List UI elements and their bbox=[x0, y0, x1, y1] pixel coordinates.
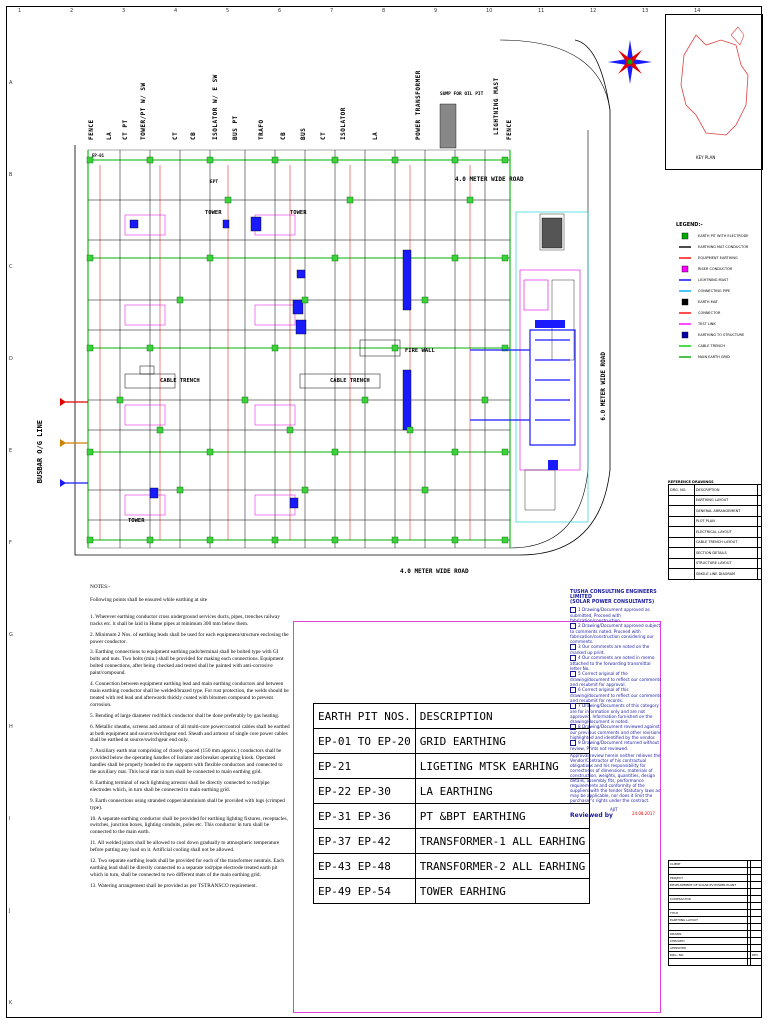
title-block-cell bbox=[751, 938, 762, 945]
grid-tick-top: 7 bbox=[330, 8, 334, 14]
note-item: 4. Connection between equipment earthing lead and main earthing conductors and between main earthing conductor shall be welded/brazed type. For rust protection, the welds should be treated with red lead and afterwards thickly coated with bitumen compound to prevent corrosion. bbox=[90, 681, 289, 708]
cable-trench-label-1: CABLE TRENCH bbox=[160, 378, 200, 384]
reference-cell: DRG. NO. bbox=[669, 485, 695, 496]
legend-item-label: CABLE TRENCH bbox=[698, 343, 725, 348]
earth-pit-marker bbox=[147, 157, 153, 163]
title-block-cell bbox=[751, 959, 762, 966]
earth-pit-marker bbox=[422, 487, 428, 493]
legend-item bbox=[676, 340, 762, 351]
north-arrow-icon bbox=[608, 40, 652, 84]
grid-tick-top: 14 bbox=[694, 8, 701, 14]
earth-pit-marker bbox=[502, 255, 508, 261]
stamp-option-text: 4 Our comments are noted in memo attached to the forwarding transmittal letter No. bbox=[570, 655, 655, 671]
reference-cell bbox=[669, 516, 695, 527]
earth-pit-description: TOWER EARHING bbox=[415, 879, 590, 904]
legend-symbol-icon bbox=[676, 276, 694, 284]
title-block-row bbox=[669, 959, 762, 966]
table-row bbox=[314, 779, 590, 804]
reference-cell: PLOT PLAN bbox=[694, 516, 757, 527]
earth-pit-marker bbox=[502, 537, 508, 543]
grid-tick-side: E bbox=[9, 448, 13, 454]
title-block-cell bbox=[751, 924, 762, 931]
table-header-description: DESCRIPTION bbox=[415, 704, 590, 729]
reference-cell bbox=[669, 569, 695, 580]
road-right-label: 6.0 METER WIDE ROAD bbox=[600, 352, 607, 421]
grid-tick-side: B bbox=[9, 172, 13, 178]
grid-tick-top: 9 bbox=[434, 8, 438, 14]
title-block-row bbox=[669, 917, 762, 924]
stamp-option bbox=[570, 703, 662, 724]
note-item: 10. A separate earthing conductor shall be provided for earthing lighting fixtures, receptacles, switches, junction boxes, lighting conduits, poles etc. This conductor in turn shall be connected to the main earth. bbox=[90, 815, 288, 836]
stamp-option bbox=[570, 623, 662, 644]
earth-pit-description: LA EARTHING bbox=[415, 779, 590, 804]
legend-symbol-icon bbox=[676, 243, 694, 251]
earth-pit-marker bbox=[87, 255, 93, 261]
earth-pit-range: EP-37 EP-42 bbox=[314, 829, 416, 854]
stamp-option-text: 7 Drawing/Documents of this category are for information only and are not approved. Information furnished on the drawing/document is noted. bbox=[570, 703, 659, 724]
earth-pit-marker bbox=[332, 157, 338, 163]
grid-tick-side: G bbox=[9, 632, 13, 638]
earth-pit-marker bbox=[242, 397, 248, 403]
title-block-cell bbox=[751, 903, 762, 910]
road-inner-label: 4.0 METER WIDE ROAD bbox=[455, 176, 524, 183]
reference-row bbox=[669, 506, 762, 517]
earth-pit-marker bbox=[177, 297, 183, 303]
legend-item bbox=[676, 351, 762, 362]
title-block-cell: DEVELOPMENT OF SOLAR PV POWER PLANT bbox=[669, 882, 748, 889]
note-item: 6. Metallic sheaths, screens and armour of all multi-core power/control cables shall be earthed at both equipment and source/switchgear end. Sheath and armour of single core power cables shall be earthed at source/switchgear end only. bbox=[90, 723, 290, 744]
equipment-label: LA bbox=[106, 131, 113, 140]
legend-item bbox=[676, 230, 762, 241]
earth-pit-description: PT &BPT EARTHING bbox=[415, 804, 590, 829]
reference-row bbox=[669, 527, 762, 538]
legend-item-label: LIGHTNING MAST bbox=[698, 277, 729, 282]
title-block-row bbox=[669, 868, 762, 875]
legend-symbol-icon bbox=[676, 287, 694, 295]
legend-item bbox=[676, 285, 762, 296]
note-item: 11. All welded joints shall be allowed to cool down gradually to atmospheric temperature before putting any load on it. Artificial cooling shall not be allowed. bbox=[90, 840, 280, 854]
reference-cell bbox=[758, 506, 762, 517]
grid-tick-top: 8 bbox=[382, 8, 386, 14]
stamp-option-text: 9 Drawing/Document returned without review, Prints not reviewed. bbox=[570, 740, 659, 751]
title-block-cell: TITLE bbox=[669, 910, 748, 917]
earth-pit-marker bbox=[332, 255, 338, 261]
earth-pit-marker bbox=[87, 345, 93, 351]
legend-item-label: EARTHING MAT CONDUCTOR bbox=[698, 244, 749, 249]
title-block-cell bbox=[669, 924, 748, 931]
stamp-date: 24.08.2017 bbox=[632, 811, 655, 816]
earth-pit-marker bbox=[362, 397, 368, 403]
key-plan bbox=[665, 14, 763, 170]
legend-item-label: CONNECTING PIPE bbox=[698, 288, 731, 293]
legend-item-label: EARTH PIT WITH ELECTRODE bbox=[698, 233, 749, 238]
reference-row bbox=[669, 485, 762, 496]
grid-tick-top: 10 bbox=[486, 8, 493, 14]
table-row bbox=[314, 829, 590, 854]
legend-symbol-icon bbox=[676, 265, 694, 273]
equipment-label: CB bbox=[190, 131, 197, 140]
stamp-option-text: 6 Correct original of this drawing/document to reflect our comments and resubmit for records. bbox=[570, 687, 662, 703]
earth-pit-marker bbox=[302, 297, 308, 303]
title-block-cell: DRG. NO. bbox=[669, 952, 748, 959]
grid-tick-side: K bbox=[9, 1000, 13, 1006]
legend-symbol-icon bbox=[676, 353, 694, 361]
earth-pit-marker bbox=[482, 397, 488, 403]
legend-item-label: MAIN EARTH GRID bbox=[698, 354, 730, 359]
earth-pit-marker bbox=[207, 255, 213, 261]
title-block-row bbox=[669, 896, 762, 903]
grid-tick-top: 13 bbox=[642, 8, 649, 14]
earth-pit-marker bbox=[272, 537, 278, 543]
equipment-label: LIGHTNING MAST bbox=[493, 77, 500, 135]
sump-label: SUMP FOR OIL PIT bbox=[440, 92, 484, 97]
equipment-label: BUS bbox=[300, 127, 307, 140]
earth-pit-marker bbox=[452, 157, 458, 163]
grid-tick-top: 4 bbox=[174, 8, 178, 14]
reference-cell: STRUCTURE LAYOUT bbox=[694, 558, 757, 569]
title-block-cell bbox=[751, 889, 762, 896]
earth-pit-marker bbox=[452, 255, 458, 261]
title-block-cell: CONTRACTOR bbox=[669, 896, 748, 903]
reference-cell: SECTION DETAILS bbox=[694, 548, 757, 559]
title-block-cell bbox=[751, 875, 762, 882]
earth-pit-description: TRANSFORMER-1 ALL EARHING bbox=[415, 829, 590, 854]
title-block-table bbox=[668, 860, 762, 966]
table-row bbox=[314, 729, 590, 754]
legend-item bbox=[676, 274, 762, 285]
legend-item-label: EQUIPMENT EARTHING bbox=[698, 255, 738, 260]
title-block-row bbox=[669, 882, 762, 889]
reference-cell bbox=[669, 558, 695, 569]
legend-item bbox=[676, 296, 762, 307]
title-block-cell bbox=[751, 931, 762, 938]
notes-heading: NOTES:- bbox=[90, 584, 111, 590]
title-block-cell bbox=[751, 882, 762, 889]
cable-trench-label-2: CABLE TRENCH bbox=[330, 378, 370, 384]
equipment-label: TOWER/PT W/ SW bbox=[140, 82, 147, 140]
earth-pit-marker bbox=[332, 537, 338, 543]
stamp-option bbox=[570, 644, 662, 655]
equipment-label: ISOLATOR W/ E SW bbox=[212, 74, 219, 140]
stamp-option bbox=[570, 724, 662, 740]
stamp-sign: AJIT bbox=[610, 807, 618, 812]
legend-item bbox=[676, 252, 762, 263]
reference-cell bbox=[758, 569, 762, 580]
title-block-cell: EARTHING LAYOUT bbox=[669, 917, 748, 924]
legend-symbol-icon bbox=[676, 298, 694, 306]
key-plan-title: KEY PLAN bbox=[696, 155, 716, 160]
tower-label-3: TOWER bbox=[128, 518, 145, 524]
stamp-option-text: 3 Our comments are noted on the marked up print. bbox=[570, 644, 650, 655]
reference-row bbox=[669, 548, 762, 559]
title-block-cell bbox=[751, 917, 762, 924]
grid-tick-top: 3 bbox=[122, 8, 126, 14]
reference-table bbox=[668, 484, 762, 580]
reference-cell: EARTHING LAYOUT bbox=[694, 495, 757, 506]
earth-pit-marker bbox=[392, 157, 398, 163]
legend-symbol-icon bbox=[676, 342, 694, 350]
grid-tick-side: I bbox=[9, 816, 11, 822]
notes-intro: Following points shall be ensured while earthing at site bbox=[90, 596, 208, 603]
equipment-label: TRAFO bbox=[258, 119, 265, 140]
equipment-label: CB bbox=[280, 131, 287, 140]
note-item: 1. Wherever earthing conductor cross underground services ducts, pipes, trenches railway tracks etc. it shall be laid in Hume pipes at minimum 300 mm below them. bbox=[90, 613, 280, 627]
equipment-label: FENCE bbox=[506, 119, 513, 140]
title-block-cell bbox=[669, 959, 748, 966]
stamp-reviewed-by: Reviewed by bbox=[570, 812, 613, 819]
grid-tick-side: H bbox=[9, 724, 13, 730]
grid-tick-side: A bbox=[9, 80, 13, 86]
title-block-row bbox=[669, 938, 762, 945]
legend-symbol-icon bbox=[676, 331, 694, 339]
legend-item bbox=[676, 241, 762, 252]
title-block-row bbox=[669, 875, 762, 882]
title-block bbox=[668, 860, 762, 1018]
earth-pit-range: EP-01 TO EP-20 bbox=[314, 729, 416, 754]
note-item: 7. Auxiliary earth mat comprising of closely spaced (150 mm approx.) conductors shall be provided below the operating handles of Isolator and breaker operating kiosk. Operated handles shall be properly bonded to the supports with flexible conductors and connected to the auxiliary mat. This local mat in turn shall be connected to main earthing grid. bbox=[90, 748, 283, 776]
earth-pit-marker bbox=[347, 197, 353, 203]
equipment-label: ISOLATOR bbox=[340, 107, 347, 140]
earth-pit-table bbox=[313, 703, 590, 904]
reference-cell: SINGLE LINE DIAGRAM bbox=[694, 569, 757, 580]
reference-cell bbox=[669, 527, 695, 538]
earth-pit-marker bbox=[332, 449, 338, 455]
earth-pit-marker bbox=[502, 449, 508, 455]
note-item: 13. Watering arrangement shall be provided as per TSTRANSCO requirement. bbox=[90, 882, 257, 889]
legend-title: LEGEND:- bbox=[676, 222, 703, 228]
title-block-row bbox=[669, 952, 762, 959]
title-block-cell: DRAWN bbox=[669, 931, 748, 938]
stamp-option bbox=[570, 607, 662, 623]
reference-row bbox=[669, 537, 762, 548]
equipment-label: LA bbox=[372, 131, 379, 140]
earth-pit-marker bbox=[117, 397, 123, 403]
title-block-cell bbox=[669, 903, 748, 910]
stamp-option bbox=[570, 655, 662, 671]
earth-pit-marker bbox=[207, 157, 213, 163]
stamp-option bbox=[570, 740, 662, 751]
tower-label-2: TOWER bbox=[290, 210, 307, 216]
title-block-row bbox=[669, 924, 762, 931]
table-header-pit: EARTH PIT NOS. bbox=[314, 704, 416, 729]
grid-tick-side: J bbox=[9, 908, 11, 914]
earth-pit-marker bbox=[207, 537, 213, 543]
table-row bbox=[314, 754, 590, 779]
reference-drawings bbox=[668, 480, 762, 580]
fire-wall-label: FIRE WALL bbox=[405, 348, 435, 354]
legend-item-label: EARTHING TO STRUCTURE bbox=[698, 332, 745, 337]
title-block-cell: CHECKED bbox=[669, 938, 748, 945]
reference-cell bbox=[758, 548, 762, 559]
grid-tick-side: D bbox=[9, 356, 13, 362]
legend-symbol-icon bbox=[676, 232, 694, 240]
reference-cell bbox=[758, 485, 762, 496]
stamp-company: TUSHA CONSULTING ENGINEERS LIMITED bbox=[570, 590, 657, 600]
earth-pit-marker bbox=[392, 345, 398, 351]
note-item: 12. Two separate earthing leads shall be provided for each of the transformer neutrals. Each earthing lead shall be directly connected to a separate rod/pipe electrode treated earth pit which in turn, shall be connected to two different mats of the main earthing grid. bbox=[90, 858, 284, 878]
title-block-cell bbox=[669, 889, 748, 896]
reference-cell bbox=[758, 516, 762, 527]
stamp-option bbox=[570, 671, 662, 687]
equipment-label: CT PT bbox=[122, 119, 129, 140]
reference-row bbox=[669, 516, 762, 527]
stamp-sub: (SOLAR POWER CONSULTANTS) bbox=[570, 600, 655, 605]
notes bbox=[90, 584, 290, 894]
legend-item bbox=[676, 329, 762, 340]
earth-pit-marker bbox=[422, 297, 428, 303]
equipment-label: FENCE bbox=[88, 119, 95, 140]
grid-tick-top: 12 bbox=[590, 8, 597, 14]
reference-row bbox=[669, 495, 762, 506]
earth-pit-description: TRANSFORMER-2 ALL EARHING bbox=[415, 854, 590, 879]
earth-pit-marker bbox=[467, 197, 473, 203]
reference-cell: GENERAL ARRANGEMENT bbox=[694, 506, 757, 517]
title-block-row bbox=[669, 903, 762, 910]
legend-item bbox=[676, 307, 762, 318]
tower-label-1: TOWER bbox=[205, 210, 222, 216]
earth-pit-marker bbox=[272, 157, 278, 163]
reference-cell bbox=[758, 527, 762, 538]
earth-pit-marker bbox=[177, 487, 183, 493]
title-block-row bbox=[669, 889, 762, 896]
legend-item-label: RISER CONDUCTOR bbox=[698, 266, 733, 271]
stamp-footer: Approval/review herein neither relieves the Vendor/Contractor of his contractual obligations and his responsibility for correctness of dimensions, materials of construction, weights, quantities, design details, assembly fits, performance requirements and conformity of the suppliers with the tender Statutory laws as may be applicable, nor does it limit the purchaser's rights under the contract. bbox=[570, 753, 661, 803]
reference-title: REFERENCE DRAWINGS bbox=[668, 480, 714, 484]
stamp-option-text: 2 Drawing/Document approved subject to comments noted. Proceed with fabrication/construction considering our comments. bbox=[570, 623, 661, 644]
title-block-cell bbox=[669, 868, 748, 875]
legend-symbol-icon bbox=[676, 254, 694, 262]
earth-pit-marker bbox=[225, 197, 231, 203]
equipment-label: BUS PT bbox=[232, 115, 239, 140]
stamp-option-text: 1 Drawing/Document approved as submitted, Proceed with fabrication/construction. bbox=[570, 607, 650, 623]
title-block-cell bbox=[751, 896, 762, 903]
reference-cell bbox=[758, 537, 762, 548]
table-row bbox=[314, 804, 590, 829]
legend-item bbox=[676, 318, 762, 329]
ep01-label: EP-01 bbox=[92, 153, 105, 158]
reference-row bbox=[669, 558, 762, 569]
legend-item bbox=[676, 263, 762, 274]
earth-pit-range: EP-43 EP-48 bbox=[314, 854, 416, 879]
title-block-cell bbox=[751, 868, 762, 875]
title-block-cell: PROJECT bbox=[669, 875, 748, 882]
legend-item-label: EARTH MAT bbox=[698, 299, 718, 304]
earth-pit-range: EP-49 EP-54 bbox=[314, 879, 416, 904]
earth-pit-range: EP-31 EP-36 bbox=[314, 804, 416, 829]
reference-cell: DESCRIPTION bbox=[694, 485, 757, 496]
grid-tick-top: 2 bbox=[70, 8, 74, 14]
title-block-row bbox=[669, 931, 762, 938]
title-block-cell: CLIENT bbox=[669, 861, 748, 868]
grid-tick-top: 6 bbox=[278, 8, 282, 14]
legend-symbol-icon bbox=[676, 320, 694, 328]
legend bbox=[676, 222, 762, 372]
table-row bbox=[314, 854, 590, 879]
earth-pit-marker bbox=[147, 345, 153, 351]
earth-pit-marker bbox=[302, 487, 308, 493]
title-block-row bbox=[669, 910, 762, 917]
note-item: 3. Earthing connections to equipment earthing pads/terminal shall be bolted type with GI bolts and nuts. Two bolts (min.) shall be provided for making each connections. Equipment bolted connections, after being checked and tested shall be painted with anti-corrosive paint/compound. bbox=[90, 649, 284, 677]
legend-item-label: CONNECTOR bbox=[698, 310, 721, 315]
note-item: 2. Minimum 2 Nos. of earthing leads shall be used for each equipment/structure enclosing the power conductor. bbox=[90, 631, 289, 645]
title-block-cell bbox=[751, 945, 762, 952]
reference-cell: CABLE TRENCH LAYOUT bbox=[694, 537, 757, 548]
approval-stamp bbox=[570, 590, 662, 820]
grid-tick-top: 1 bbox=[18, 8, 22, 14]
note-item: 9. Earth connections using stranded copper/aluminium shall be provided with lugs (crimped type). bbox=[90, 797, 285, 811]
title-block-cell bbox=[751, 910, 762, 917]
earth-pit-marker bbox=[207, 449, 213, 455]
reference-cell bbox=[669, 506, 695, 517]
stamp-option bbox=[570, 687, 662, 703]
reference-cell bbox=[758, 495, 762, 506]
reference-row bbox=[669, 569, 762, 580]
reference-cell bbox=[669, 537, 695, 548]
earth-pit-description: GRID EARTHING bbox=[415, 729, 590, 754]
earth-pit-range: EP-21 bbox=[314, 754, 416, 779]
incoming-line-label: BUSBAR O/G LINE bbox=[36, 420, 44, 484]
earth-pit-marker bbox=[287, 427, 293, 433]
earth-pit-marker bbox=[87, 449, 93, 455]
earth-pit-marker bbox=[147, 537, 153, 543]
road-bottom-label: 4.0 METER WIDE ROAD bbox=[400, 568, 469, 575]
earth-pit-marker bbox=[272, 345, 278, 351]
title-block-cell: APPROVED bbox=[669, 945, 748, 952]
stamp-option-text: 8 Drawing/Document reviewed against our previous comments and other revisions highlighted and identified by the vendor. bbox=[570, 724, 662, 740]
grid-tick-top: 11 bbox=[538, 8, 545, 14]
equipment-label: CT bbox=[172, 131, 179, 140]
earth-pit-marker bbox=[502, 157, 508, 163]
earth-pit-range: EP-22 EP-30 bbox=[314, 779, 416, 804]
table-row bbox=[314, 879, 590, 904]
earth-pit-marker bbox=[87, 537, 93, 543]
grid-tick-top: 5 bbox=[226, 8, 230, 14]
reference-cell bbox=[669, 495, 695, 506]
key-plan-outline bbox=[666, 15, 760, 165]
title-block-row bbox=[669, 945, 762, 952]
note-item: 8. Earthing terminal of each lightning arrestor shall be directly connected to rod/pipe electrodes which, in turn shall be connected to main earthing grid. bbox=[90, 779, 270, 793]
grid-tick-side: C bbox=[9, 264, 13, 270]
grid-tick-side: F bbox=[9, 540, 12, 546]
note-item: 5. Bending of large diameter rod/thick conductor shall be done preferably by gas heating. bbox=[90, 712, 280, 719]
reference-cell: ELECTRICAL LAYOUT bbox=[694, 527, 757, 538]
title-block-cell bbox=[751, 861, 762, 868]
reference-cell bbox=[669, 548, 695, 559]
earth-pit-marker bbox=[407, 427, 413, 433]
title-block-cell: REV. bbox=[751, 952, 762, 959]
legend-symbol-icon bbox=[676, 309, 694, 317]
equipment-label: POWER TRANSFORMER bbox=[415, 70, 422, 140]
stamp-option-text: 5 Correct original of the drawing/document to reflect our comments and resubmit for approval. bbox=[570, 671, 662, 687]
earth-pit-marker bbox=[392, 537, 398, 543]
ept-label: EPT bbox=[210, 180, 219, 185]
equipment-label: CT bbox=[320, 131, 327, 140]
reference-cell bbox=[758, 558, 762, 569]
title-block-row bbox=[669, 861, 762, 868]
earth-pit-description: LIGETING MTSK EARHING bbox=[415, 754, 590, 779]
earth-pit-marker bbox=[452, 449, 458, 455]
earth-pit-marker bbox=[157, 427, 163, 433]
earth-pit-marker bbox=[452, 537, 458, 543]
legend-item-label: TEST LINK bbox=[698, 321, 716, 326]
